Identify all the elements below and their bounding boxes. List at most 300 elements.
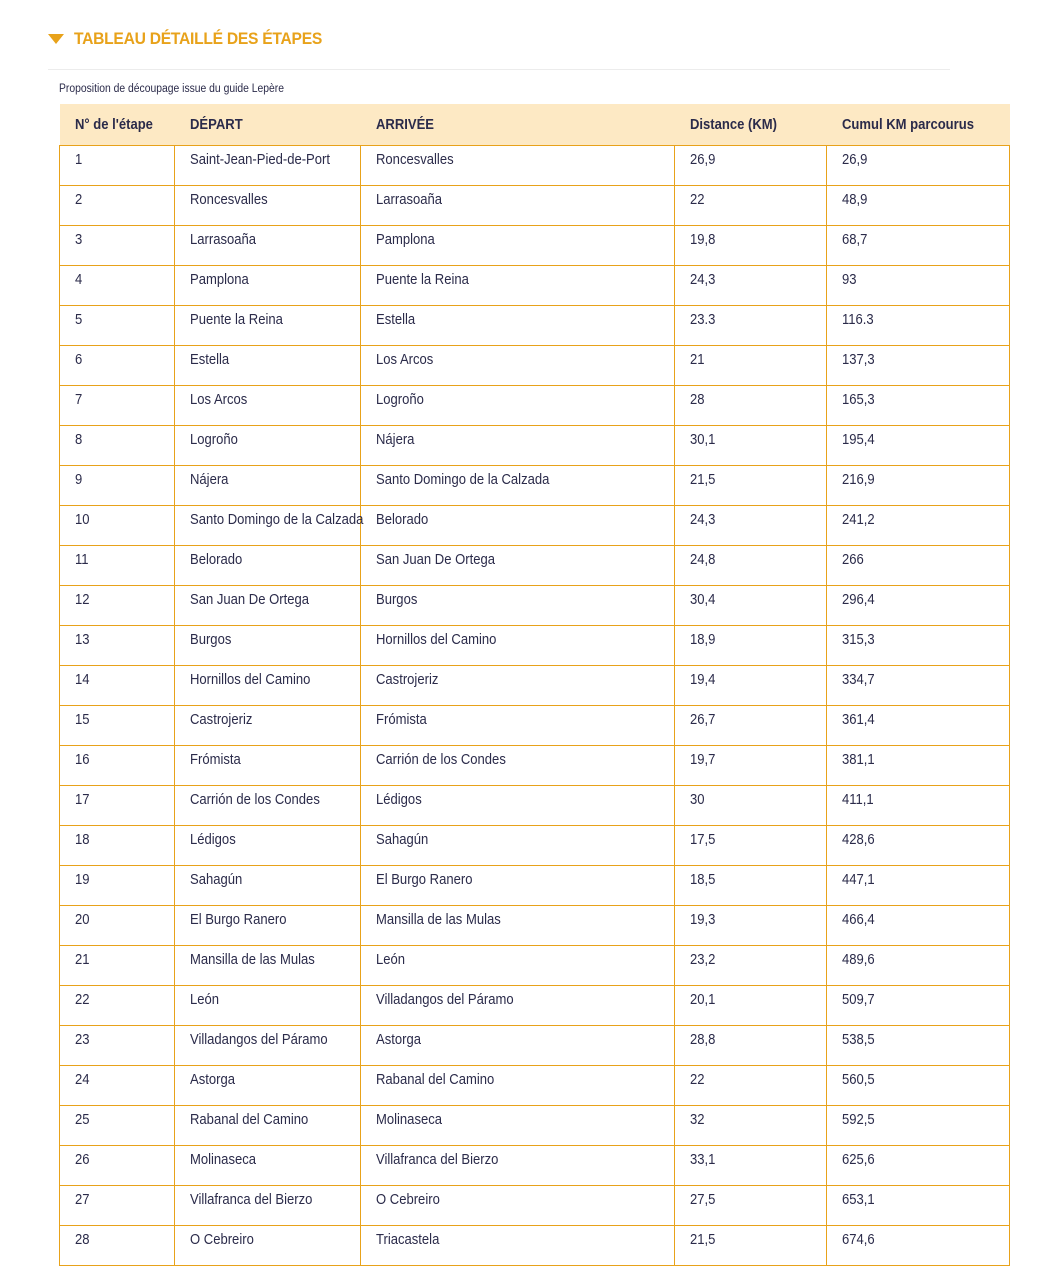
cell-text: Astorga [190,1072,235,1088]
table-row [60,386,1010,426]
cell-text: 20 [75,912,90,928]
cell-arrival [361,1226,675,1266]
cell-cumulative-km [827,506,1010,546]
cell-stage-number [60,1186,175,1226]
cell-text: 2 [75,192,83,208]
cell-text: 26,7 [690,712,716,728]
cell-text: Rabanal del Camino [376,1072,495,1088]
cell-departure [175,1066,361,1106]
cell-departure [175,466,361,506]
cell-text: Lédigos [190,832,236,848]
cell-cumulative-km [827,626,1010,666]
cell-distance [675,1106,827,1146]
cell-distance [675,1226,827,1266]
cell-cumulative-km [827,546,1010,586]
cell-text: Estella [190,352,230,368]
cell-cumulative-km [827,946,1010,986]
cell-arrival [361,1026,675,1066]
cell-text: 411,1 [842,792,874,808]
cell-departure [175,986,361,1026]
table-caption: Proposition de découpage issue du guide Lepère [59,83,284,95]
cell-text: 24,3 [690,512,716,528]
cell-text: Villadangos del Páramo [190,1032,328,1048]
cell-text: El Burgo Ranero [376,872,473,888]
cell-text: 447,1 [842,872,875,888]
cell-text: Hornillos del Camino [190,672,311,688]
cell-cumulative-km [827,146,1010,186]
table-row [60,226,1010,266]
table-row [60,1026,1010,1066]
cell-cumulative-km [827,266,1010,306]
cell-arrival [361,906,675,946]
cell-stage-number [60,786,175,826]
table-row [60,346,1010,386]
cell-text: 22 [75,992,90,1008]
cell-distance [675,266,827,306]
cell-text: 3 [75,232,83,248]
cell-cumulative-km [827,786,1010,826]
cell-arrival [361,306,675,346]
cell-text: Sahagún [376,832,429,848]
section-title: TABLEAU DÉTAILLÉ DES ÉTAPES [74,29,323,48]
cell-stage-number [60,746,175,786]
cell-text: 266 [842,552,864,568]
column-header-label: Distance (KM) [689,116,777,133]
cell-text: Logroño [376,392,424,408]
cell-distance [675,506,827,546]
cell-stage-number [60,586,175,626]
cell-distance [675,186,827,226]
table-row [60,946,1010,986]
cell-text: 592,5 [842,1112,875,1128]
cell-distance [675,306,827,346]
cell-text: Frómista [376,712,427,728]
cell-text: 7 [75,392,83,408]
cell-arrival [361,266,675,306]
cell-arrival [361,546,675,586]
cell-distance [675,466,827,506]
cell-text: Estella [376,312,416,328]
cell-text: 334,7 [842,672,875,688]
cell-arrival [361,1186,675,1226]
cell-stage-number [60,226,175,266]
cell-text: 21 [690,352,705,368]
cell-cumulative-km [827,1186,1010,1226]
cell-text: 466,4 [842,912,875,928]
table-row [60,466,1010,506]
cell-text: 428,6 [842,832,875,848]
cell-distance [675,546,827,586]
cell-text: 32 [690,1112,705,1128]
cell-text: 19,8 [690,232,716,248]
cell-text: 21,5 [690,472,716,488]
cell-cumulative-km [827,1066,1010,1106]
cell-text: 24 [75,1072,90,1088]
cell-cumulative-km [827,826,1010,866]
cell-text: 21 [75,952,90,968]
cell-text: Santo Domingo de la Calzada [190,512,364,528]
cell-text: 489,6 [842,952,875,968]
cell-text: 30,1 [690,432,716,448]
cell-text: 137,3 [842,352,875,368]
cell-text: 296,4 [842,592,875,608]
cell-arrival [361,746,675,786]
cell-arrival [361,826,675,866]
cell-departure [175,1106,361,1146]
table-row [60,746,1010,786]
cell-text: 48,9 [842,192,868,208]
cell-text: Mansilla de las Mulas [376,912,501,928]
column-header-departure [175,104,361,146]
cell-text: 22 [690,192,705,208]
table-row [60,1226,1010,1266]
cell-text: 16 [75,752,90,768]
cell-stage-number [60,306,175,346]
cell-departure [175,306,361,346]
cell-arrival [361,866,675,906]
cell-departure [175,786,361,826]
cell-text: Molinaseca [190,1152,257,1168]
cell-stage-number [60,906,175,946]
table-row [60,626,1010,666]
cell-text: 17 [75,792,90,808]
cell-text: O Cebreiro [190,1232,254,1248]
table-row [60,786,1010,826]
cell-departure [175,746,361,786]
stages-table-container [59,104,1009,1266]
cell-text: 18 [75,832,90,848]
column-header-cumulative-km [827,104,1010,146]
cell-text: Astorga [376,1032,421,1048]
cell-text: 24,8 [690,552,716,568]
cell-text: 19,3 [690,912,716,928]
cell-text: 28,8 [690,1032,716,1048]
cell-departure [175,546,361,586]
cell-text: 216,9 [842,472,875,488]
cell-text: San Juan De Ortega [376,552,495,568]
table-row [60,586,1010,626]
cell-text: 93 [842,272,857,288]
table-row [60,866,1010,906]
cell-arrival [361,946,675,986]
cell-distance [675,586,827,626]
cell-stage-number [60,986,175,1026]
cell-distance [675,626,827,666]
cell-text: 509,7 [842,992,875,1008]
cell-departure [175,826,361,866]
cell-distance [675,1146,827,1186]
cell-text: 116.3 [842,312,874,328]
cell-distance [675,1066,827,1106]
cell-departure [175,626,361,666]
cell-text: 361,4 [842,712,875,728]
cell-departure [175,346,361,386]
cell-text: Roncesvalles [376,152,454,168]
cell-text: 18,5 [690,872,716,888]
cell-text: El Burgo Ranero [190,912,287,928]
cell-text: 653,1 [842,1192,875,1208]
cell-arrival [361,146,675,186]
cell-stage-number [60,946,175,986]
cell-cumulative-km [827,586,1010,626]
column-header-arrival [361,104,675,146]
cell-distance [675,706,827,746]
column-header-label: ARRIVÉE [375,116,434,133]
cell-cumulative-km [827,986,1010,1026]
cell-text: Pamplona [376,232,435,248]
cell-text: 241,2 [842,512,875,528]
cell-text: 13 [75,632,90,648]
cell-distance [675,746,827,786]
cell-cumulative-km [827,746,1010,786]
cell-departure [175,266,361,306]
cell-departure [175,386,361,426]
cell-text: Pamplona [190,272,249,288]
cell-cumulative-km [827,426,1010,466]
cell-text: Castrojeriz [376,672,439,688]
cell-text: 165,3 [842,392,875,408]
cell-cumulative-km [827,666,1010,706]
cell-text: 30,4 [690,592,716,608]
cell-stage-number [60,1066,175,1106]
cell-arrival [361,706,675,746]
cell-departure [175,1186,361,1226]
cell-stage-number [60,386,175,426]
table-row [60,1146,1010,1186]
table-row [60,906,1010,946]
cell-text: 14 [75,672,90,688]
cell-text: 381,1 [842,752,875,768]
cell-distance [675,986,827,1026]
cell-stage-number [60,626,175,666]
cell-text: 18,9 [690,632,716,648]
cell-text: 24,3 [690,272,716,288]
cell-text: Los Arcos [376,352,434,368]
cell-stage-number [60,506,175,546]
cell-distance [675,386,827,426]
cell-distance [675,226,827,266]
cell-text: Molinaseca [376,1112,443,1128]
cell-distance [675,866,827,906]
cell-text: 26,9 [842,152,868,168]
cell-text: 12 [75,592,90,608]
cell-text: Carrión de los Condes [376,752,506,768]
cell-distance [675,1186,827,1226]
divider [48,69,950,70]
table-row [60,506,1010,546]
cell-arrival [361,1106,675,1146]
cell-text: Burgos [190,632,232,648]
cell-stage-number [60,546,175,586]
cell-text: 195,4 [842,432,875,448]
cell-text: Mansilla de las Mulas [190,952,315,968]
cell-stage-number [60,1226,175,1266]
cell-stage-number [60,1146,175,1186]
cell-text: Carrión de los Condes [190,792,320,808]
cell-text: 30 [690,792,705,808]
cell-cumulative-km [827,226,1010,266]
cell-arrival [361,506,675,546]
table-row [60,146,1010,186]
cell-arrival [361,1146,675,1186]
cell-text: 28 [690,392,705,408]
cell-departure [175,186,361,226]
table-body [60,146,1010,1266]
cell-cumulative-km [827,306,1010,346]
cell-arrival [361,466,675,506]
cell-text: Belorado [376,512,429,528]
caret-down-icon [48,34,64,44]
table-row [60,266,1010,306]
cell-text: 23 [75,1032,90,1048]
table-row [60,826,1010,866]
cell-text: 28 [75,1232,90,1248]
cell-text: Triacastela [376,1232,440,1248]
cell-text: León [376,952,406,968]
cell-text: Larrasoaña [376,192,443,208]
cell-distance [675,146,827,186]
cell-cumulative-km [827,1106,1010,1146]
cell-text: 560,5 [842,1072,875,1088]
cell-cumulative-km [827,906,1010,946]
cell-text: 9 [75,472,83,488]
cell-text: Roncesvalles [190,192,268,208]
cell-cumulative-km [827,1026,1010,1066]
cell-text: 17,5 [690,832,716,848]
cell-distance [675,906,827,946]
cell-departure [175,866,361,906]
cell-distance [675,1026,827,1066]
cell-arrival [361,226,675,266]
cell-text: 6 [75,352,83,368]
cell-stage-number [60,186,175,226]
table-row [60,186,1010,226]
cell-text: Logroño [190,432,238,448]
table-row [60,546,1010,586]
cell-text: 19,7 [690,752,716,768]
cell-stage-number [60,426,175,466]
cell-text: Villafranca del Bierzo [376,1152,499,1168]
cell-text: Puente la Reina [376,272,469,288]
cell-stage-number [60,866,175,906]
cell-stage-number [60,826,175,866]
cell-text: Larrasoaña [190,232,257,248]
cell-stage-number [60,346,175,386]
cell-arrival [361,386,675,426]
cell-text: Lédigos [376,792,422,808]
cell-departure [175,506,364,546]
cell-text: 15 [75,712,90,728]
cell-text: 26 [75,1152,90,1168]
table-row [60,1106,1010,1146]
cell-text: 625,6 [842,1152,875,1168]
table-row [60,666,1010,706]
cell-text: 5 [75,312,83,328]
cell-cumulative-km [827,706,1010,746]
section-toggle[interactable] [48,26,344,52]
cell-departure [175,146,361,186]
cell-text: 19,4 [690,672,716,688]
cell-text: 4 [75,272,83,288]
cell-stage-number [60,146,175,186]
cell-stage-number [60,1026,175,1066]
cell-text: 26,9 [690,152,716,168]
cell-cumulative-km [827,186,1010,226]
column-header-label: Cumul KM parcourus [841,116,974,133]
cell-cumulative-km [827,1226,1010,1266]
cell-text: 10 [75,512,90,528]
cell-departure [175,426,361,466]
cell-text: Hornillos del Camino [376,632,497,648]
cell-departure [175,946,361,986]
cell-text: 538,5 [842,1032,875,1048]
cell-stage-number [60,1106,175,1146]
cell-text: Nájera [376,432,415,448]
cell-cumulative-km [827,466,1010,506]
cell-distance [675,786,827,826]
cell-text: Los Arcos [190,392,248,408]
cell-stage-number [60,266,175,306]
column-header-stage-number [60,104,175,146]
cell-arrival [361,666,675,706]
cell-text: 315,3 [842,632,875,648]
cell-departure [175,1146,361,1186]
cell-distance [675,426,827,466]
cell-cumulative-km [827,1146,1010,1186]
cell-text: 23.3 [690,312,716,328]
cell-text: O Cebreiro [376,1192,440,1208]
cell-arrival [361,586,675,626]
table-row [60,306,1010,346]
cell-departure [175,226,361,266]
cell-departure [175,586,361,626]
cell-departure [175,666,361,706]
cell-text: 1 [75,152,83,168]
table-row [60,426,1010,466]
cell-text: Villafranca del Bierzo [190,1192,313,1208]
column-header-label: DÉPART [189,116,243,133]
cell-departure [175,906,361,946]
cell-text: 21,5 [690,1232,716,1248]
cell-text: 674,6 [842,1232,875,1248]
cell-arrival [361,426,675,466]
cell-text: Santo Domingo de la Calzada [376,472,550,488]
cell-text: Frómista [190,752,241,768]
cell-stage-number [60,666,175,706]
cell-text: 68,7 [842,232,868,248]
cell-arrival [361,986,675,1026]
cell-distance [675,946,827,986]
cell-text: Villadangos del Páramo [376,992,514,1008]
column-header-distance [675,104,827,146]
cell-departure [175,1026,361,1066]
cell-cumulative-km [827,386,1010,426]
cell-text: 20,1 [690,992,716,1008]
cell-text: 23,2 [690,952,716,968]
cell-distance [675,346,827,386]
cell-text: 27 [75,1192,90,1208]
cell-cumulative-km [827,866,1010,906]
table-row [60,986,1010,1026]
stages-table [59,104,1010,1266]
cell-text: León [190,992,220,1008]
cell-text: 19 [75,872,90,888]
table-row [60,706,1010,746]
cell-text: 11 [75,552,89,568]
column-header-label: N° de l'étape [74,116,153,133]
cell-distance [675,826,827,866]
cell-text: Burgos [376,592,418,608]
